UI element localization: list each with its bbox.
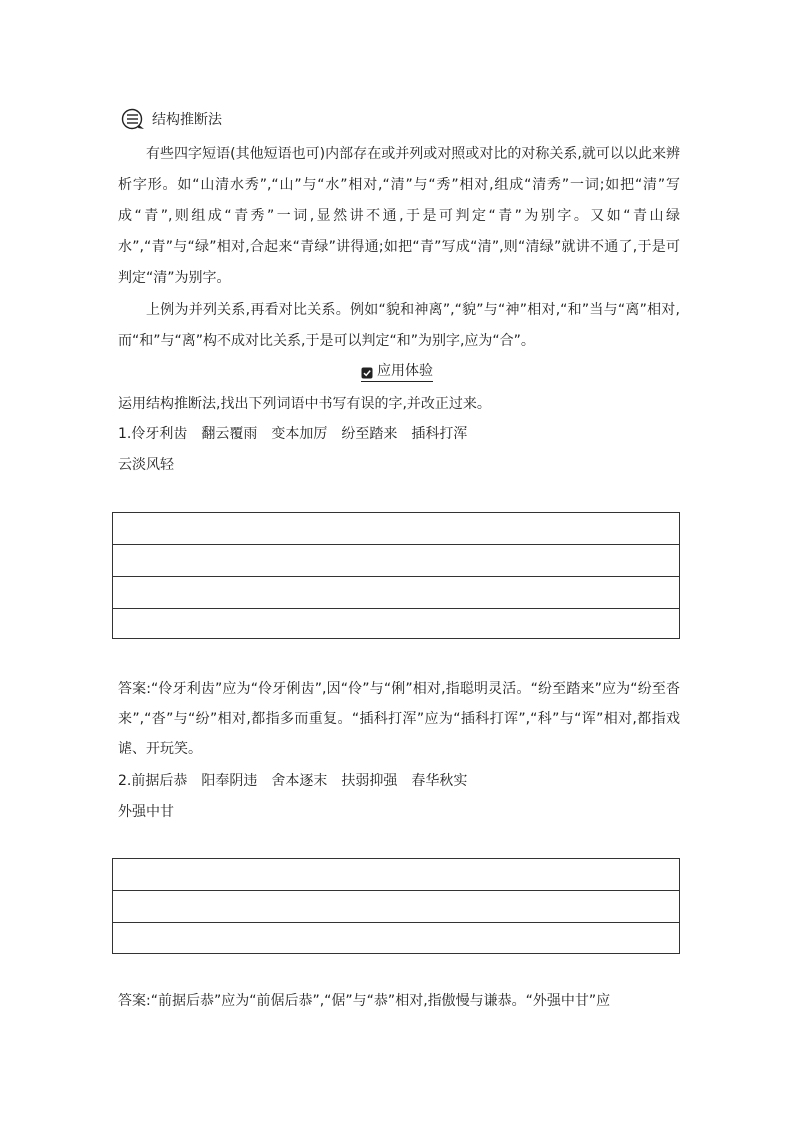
answer-1-text: 答案:“伶牙利齿”应为“伶牙俐齿”,因“伶”与“俐”相对,指聪明灵活。“纷至踏来”应为“纷至沓来”,“沓”与“纷”相对,都指多而重复。“插科打浑”应为“插科打诨”,“科”与“诨”相对,都指戏谑、开玩笑。 <box>118 681 680 757</box>
answer-line[interactable] <box>113 923 679 953</box>
paragraph-contrast: 上例为并列关系,再看对比关系。例如“貌和神离”,“貌”与“神”相对,“和”当与“离”相对,而“和”与“离”构不成对比关系,于是可以判定“和”为别字,应为“合”。 <box>118 302 680 349</box>
question-1-words-continued: 云淡风轻 <box>118 457 174 473</box>
check-box-icon <box>361 364 373 376</box>
paragraph-parallel: 有些四字短语(其他短语也可)内部存在或并列或对照或对比的对称关系,就可以以此来辨析字形。如“山清水秀”,“山”与“水”相对,“清”与“秀”相对,组成“清秀”一词;如把“清”写成“青”,则组成“青秀”一词,显然讲不通,于是可判定“青”为别字。又如“青山绿水”,“青”与“绿”相对,合起来“青绿”讲得通;如把“青”写成“清”,则“清绿”就讲不通了,于是可判定“清”为别字。 <box>118 146 680 286</box>
answer-2-text: 答案:“前据后恭”应为“前倨后恭”,“倨”与“恭”相对,指傲慢与谦恭。“外强中甘”应 <box>118 993 611 1009</box>
question-1-words: 1.伶牙利齿 翻云覆雨 变本加厉 纷至踏来 插科打浑 <box>118 426 468 442</box>
answer-box-1[interactable] <box>112 512 680 639</box>
list-lines-icon <box>120 108 146 130</box>
answer-line[interactable] <box>113 545 679 577</box>
answer-line[interactable] <box>113 513 679 545</box>
answer-box-2[interactable] <box>112 858 680 954</box>
answer-line[interactable] <box>113 577 679 609</box>
answer-line[interactable] <box>113 859 679 891</box>
instruction-text: 运用结构推断法,找出下列词语中书写有误的字,并改正过来。 <box>118 396 491 412</box>
apply-heading <box>0 358 794 384</box>
question-2-words: 2.前据后恭 阳奉阴违 舍本逐末 扶弱抑强 春华秋实 <box>118 773 468 789</box>
answer-line[interactable] <box>113 609 679 640</box>
method-heading <box>120 104 222 134</box>
method-title: 结构推断法 <box>152 112 222 128</box>
question-2-words-continued: 外强中甘 <box>118 804 174 820</box>
answer-line[interactable] <box>113 891 679 923</box>
apply-title: 应用体验 <box>377 363 433 379</box>
